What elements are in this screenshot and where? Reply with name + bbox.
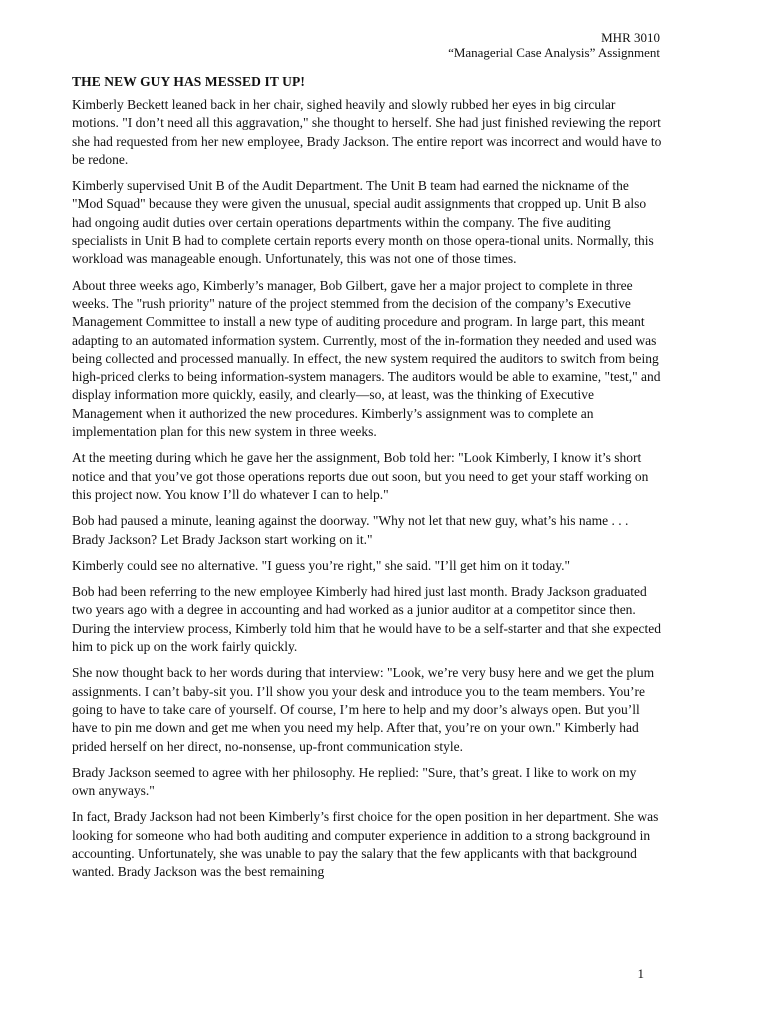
paragraph-2: Kimberly supervised Unit B of the Audit Department. The Unit B team had earned the nickname of the "Mod Squad" because they were given the unusual, special audit assignments that cropped up. Unit B also had ongoing audit duties over certain operations departments within the company. The five auditing specialists in Unit B had to complete certain reports every month on those opera-tional units. Normally, this workload was manageable enough. Unfortunately, this was not one of those times.	[72, 178, 654, 267]
paragraph-9: Brady Jackson seemed to agree with her philosophy. He replied: "Sure, that’s great. I like to work on my own anyways."	[72, 764, 637, 799]
paragraph-6: Kimberly could see no alternative. "I guess you’re right," she said. "I’ll get him on it today."	[72, 557, 571, 573]
case-body	[72, 96, 662, 890]
case-title: THE NEW GUY HAS MESSED IT UP!	[72, 74, 305, 89]
paragraph-1: Kimberly Beckett leaned back in her chair, sighed heavily and slowly rubbed her eyes in big circular motions. "I don’t need all this aggravation," she thought to herself. She had just finished reviewing the report she had requested from her new employee, Brady Jackson. The entire report was incorrect and would have to be redone.	[72, 97, 662, 167]
paragraph-4: At the meeting during which he gave her the assignment, Bob told her: "Look Kimberly, I know it’s short notice and that you’ve got those operations reports due out soon, but you need to get your staff working on this project now. You know I’ll do whatever I can to help."	[72, 450, 649, 502]
page-number: 1	[637, 966, 644, 981]
page-header	[448, 30, 660, 60]
paragraph-3: About three weeks ago, Kimberly’s manager, Bob Gilbert, gave her a major project to complete in three weeks. The "rush priority" nature of the project stemmed from the decision of the company’s Executive Management Committee to install a new type of auditing procedure and program. In large part, this meant adapting to an automated information system. Currently, most of the in-formation they needed and used was being collected and processed manually. In effect, the new system required the auditors to switch from being high-priced clerks to being information-system managers. The auditors would be able to examine, "test," and display information more quickly, easily, and clearly—so, at least, was the thinking of Executive Management when it authorized the new procedures. Kimberly’s assignment was to complete an implementation plan for this new system in three weeks.	[72, 277, 661, 440]
paragraph-7: Bob had been referring to the new employee Kimberly had hired just last month. Brady Jackson graduated two years ago with a degree in accounting and had worked as a junior auditor at a competitor since then. During the interview process, Kimberly told him that he would have to be a self-starter and that she expected him to pick up on the work fairly quickly.	[72, 584, 661, 655]
paragraph-8: She now thought back to her words during that interview: "Look, we’re very busy here and we get the plum assignments. I can’t baby-sit you. I’ll show you your desk and introduce you to the team members. You’re going to have to take care of yourself. Of course, I’m here to help and my door’s always open. But you’ll have to pin me down and get me when you need my help. After that, you’re on your own." Kimberly had prided herself on her direct, no-nonsense, up-front communication style.	[72, 665, 655, 754]
assignment-name: “Managerial Case Analysis” Assignment	[448, 45, 660, 60]
paragraph-10: In fact, Brady Jackson had not been Kimberly’s first choice for the open position in her department. She was looking for someone who had both auditing and computer experience in addition to a strong background in accounting. Unfortunately, she was unable to pay the salary that the few applicants with that background wanted. Brady Jackson was the best remaining	[72, 809, 659, 880]
course-code: MHR 3010	[601, 30, 660, 45]
paragraph-5: Bob had paused a minute, leaning against the doorway. "Why not let that new guy, what’s his name . . . Brady Jackson? Let Brady Jackson start working on it."	[72, 513, 629, 547]
